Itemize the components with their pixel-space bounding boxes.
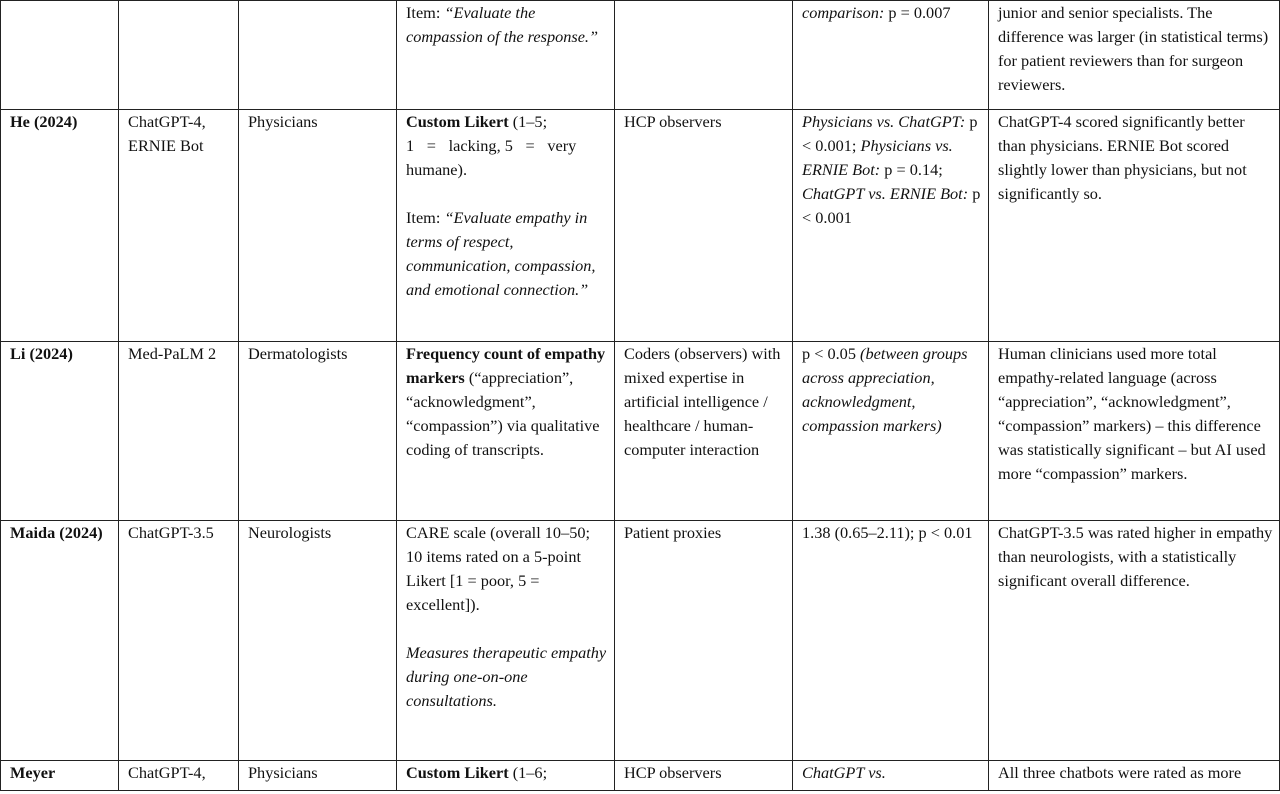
stat-label: Physicians vs. ChatGPT: [802, 112, 966, 131]
measure-item-quote: “Evaluate empathy in terms of respect, communication, compassion, and emotional connection.” [406, 208, 596, 299]
result-text: Human clinicians used more total empathy-related language (across “appreciation”, “acknowledgment”, “compassion” markers) – this difference was statistically significant – but AI used more “compassion” markers. [998, 344, 1266, 483]
study-name: Meyer [10, 763, 56, 782]
ai-model: Med-PaLM 2 [128, 344, 217, 363]
result-cell [989, 1, 1280, 110]
measure-item-prefix: Item: [406, 208, 445, 227]
rater-cell [615, 521, 793, 761]
comparator: Neurologists [248, 523, 332, 542]
ai-model-cell [119, 1, 239, 110]
measure-scale: (1–6; [508, 763, 548, 782]
measure-description: CARE scale (overall 10–50; 10 items rated on a 5-point Likert [1 = poor, 5 = excellent]). [406, 523, 591, 614]
comparator-cell [239, 110, 397, 342]
rater-cell [615, 110, 793, 342]
stat-value: p = 0.007 [884, 3, 951, 22]
ai-model: ChatGPT-4, [128, 763, 206, 782]
table-row [1, 761, 1280, 791]
ai-model-cell [119, 521, 239, 761]
measure-cell [397, 761, 615, 791]
ai-model-cell [119, 110, 239, 342]
measure-note: Measures therapeutic empathy during one-on-one consultations. [406, 643, 607, 710]
measure-cell [397, 521, 615, 761]
stat-value: p < 0.001 [802, 184, 981, 227]
study-cell [1, 110, 119, 342]
stat-value: p < 0.001; [802, 112, 978, 155]
stat-label: Physicians vs. ERNIE Bot: [802, 136, 953, 179]
statistics-cell [793, 110, 989, 342]
result-text: ChatGPT-3.5 was rated higher in empathy than neurologists, with a statistically significant overall difference. [998, 523, 1273, 590]
table-row [1, 110, 1280, 342]
study-cell [1, 521, 119, 761]
statistics-cell [793, 761, 989, 791]
study-cell [1, 1, 119, 110]
measure-cell [397, 110, 615, 342]
rater-cell [615, 1, 793, 110]
rater-cell [615, 761, 793, 791]
stat-value: p = 0.14; [880, 160, 943, 179]
rater: Patient proxies [624, 523, 722, 542]
stat-label: ChatGPT vs. [802, 763, 886, 782]
table-row [1, 521, 1280, 761]
statistics-cell [793, 342, 989, 521]
statistics-cell [793, 521, 989, 761]
rater: HCP observers [624, 112, 722, 131]
comparator-cell [239, 521, 397, 761]
statistics-cell [793, 1, 989, 110]
ai-model-cell [119, 342, 239, 521]
ai-model: ChatGPT-3.5 [128, 523, 214, 542]
study-name: Li (2024) [10, 344, 73, 363]
study-name: Maida (2024) [10, 523, 103, 542]
ai-model: ChatGPT-4, ERNIE Bot [128, 112, 206, 155]
result-cell [989, 110, 1280, 342]
study-cell [1, 342, 119, 521]
stat-label: comparison: [802, 3, 885, 22]
result-text: ChatGPT-4 scored significantly better than physicians. ERNIE Bot scored slightly lower than physicians, but not significantly so. [998, 112, 1247, 203]
measure-item-prefix: Item: [406, 3, 445, 22]
measure-scale: (1–5; 1 = lacking, 5 = very humane). [406, 112, 577, 179]
table-row [1, 342, 1280, 521]
stat-label: ChatGPT vs. ERNIE Bot: [802, 184, 969, 203]
rater: HCP observers [624, 763, 722, 782]
stat-value: p < 0.05 [802, 344, 861, 363]
rater-cell [615, 342, 793, 521]
rater: Coders (observers) with mixed expertise in artificial intelligence / healthcare / human-computer interaction [624, 344, 781, 459]
measure-cell [397, 1, 615, 110]
study-name: He (2024) [10, 112, 78, 131]
stat-value: 1.38 (0.65–2.11); p < 0.01 [802, 523, 973, 542]
comparator: Physicians [248, 112, 318, 131]
study-cell [1, 761, 119, 791]
measure-item-quote: “Evaluate the compassion of the response.” [406, 3, 599, 46]
ai-model-cell [119, 761, 239, 791]
measure-title: Custom Likert [406, 112, 509, 131]
result-text: junior and senior specialists. The difference was larger (in statistical terms) for patient reviewers than for surgeon reviewers. [998, 3, 1269, 94]
comparator-cell [239, 1, 397, 110]
measure-description: (“appreciation”, “acknowledgment”, “compassion”) via qualitative coding of transcripts. [406, 368, 600, 459]
comparator-cell [239, 342, 397, 521]
comparator-cell [239, 761, 397, 791]
result-cell [989, 761, 1280, 791]
measure-title: Frequency count of empathy markers [406, 344, 606, 387]
measure-cell [397, 342, 615, 521]
table-row [1, 1, 1280, 110]
result-cell [989, 521, 1280, 761]
measure-title: Custom Likert [406, 763, 509, 782]
comparator: Dermatologists [248, 344, 348, 363]
result-text: All three chatbots were rated as more [998, 763, 1242, 782]
result-cell [989, 342, 1280, 521]
stat-note: (between groups across appreciation, acknowledgment, compassion markers) [802, 344, 968, 435]
comparator: Physicians [248, 763, 318, 782]
